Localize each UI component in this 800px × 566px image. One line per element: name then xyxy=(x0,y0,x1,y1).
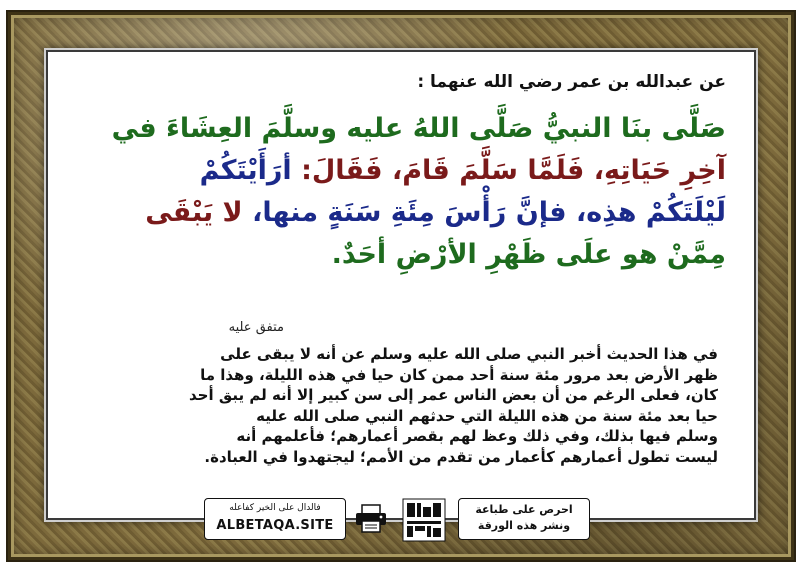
hadith-line-2 xyxy=(72,150,726,192)
commentary-line: كان، فعلى الرغم من أن بعض الناس عمر إلى سن كبير إلا أنه لم يبق أحد xyxy=(188,386,718,404)
printer-icon xyxy=(354,504,388,534)
print-notice-line-2: ونشر هذه الورقة xyxy=(477,519,571,532)
hadith-text xyxy=(72,108,726,276)
footer xyxy=(204,498,590,544)
commentary-line: ظهر الأرض بعد مرور مئة سنة أحد ممن كان حيا في هذه الليلة، وهذا ما xyxy=(200,365,718,384)
narrator-line: عن عبدالله بن عمر رضي الله عنهما : xyxy=(417,72,726,92)
hadith-line-1: صَلَّى بنَا النبيُّ صَلَّى اللهُ عليه وسلَّمَ العِشَاءَ في xyxy=(111,113,726,144)
site-url: ALBETAQA.SITE xyxy=(216,518,334,533)
hadith-line-3b: لا يَبْقَى xyxy=(145,197,243,228)
print-notice xyxy=(458,498,590,540)
hadith-line-2a: آخِرِ حَيَاتِهِ، فَلَمَّا سَلَّمَ قَامَ، فَقَالَ: xyxy=(291,155,726,186)
commentary xyxy=(78,344,718,467)
hadith-line-2b: أرَأَيْتَكُمْ xyxy=(199,155,292,186)
commentary-line: حيا بعد مئة سنة من هذه الليلة التي حدثهم النبي صلى الله عليه xyxy=(256,406,718,425)
hadith-line-3 xyxy=(72,192,726,234)
hadith-line-3a: لَيْلَتَكُمْ هذِه، فإنَّ رَأْسَ مِئَةِ سَنَةٍ منها، xyxy=(242,197,726,228)
card-panel xyxy=(48,52,754,533)
print-notice-line-1: احرص على طباعة xyxy=(475,503,573,516)
albetaqa-logo xyxy=(402,498,446,542)
hadith-source: متفق عليه xyxy=(228,320,284,335)
site-badge xyxy=(204,498,346,540)
commentary-line: وسلم فيها بذلك، وفي ذلك وعظ لهم بقصر أعمارهم؛ فأعلمهم أنه xyxy=(236,427,718,445)
commentary-line: ليست تطول أعمارهم كأعمار من تقدم من الأمم؛ ليجتهدوا في العبادة. xyxy=(204,447,718,466)
commentary-line: في هذا الحديث أخبر النبي صلى الله عليه وسلم عن أنه لا يبقى على xyxy=(220,345,718,363)
site-slogan: فالدال على الخير كفاعله xyxy=(229,503,321,513)
hadith-line-4: مِمَّنْ هو علَى ظَهْرِ الأرْضِ أحَدٌ. xyxy=(331,239,726,270)
